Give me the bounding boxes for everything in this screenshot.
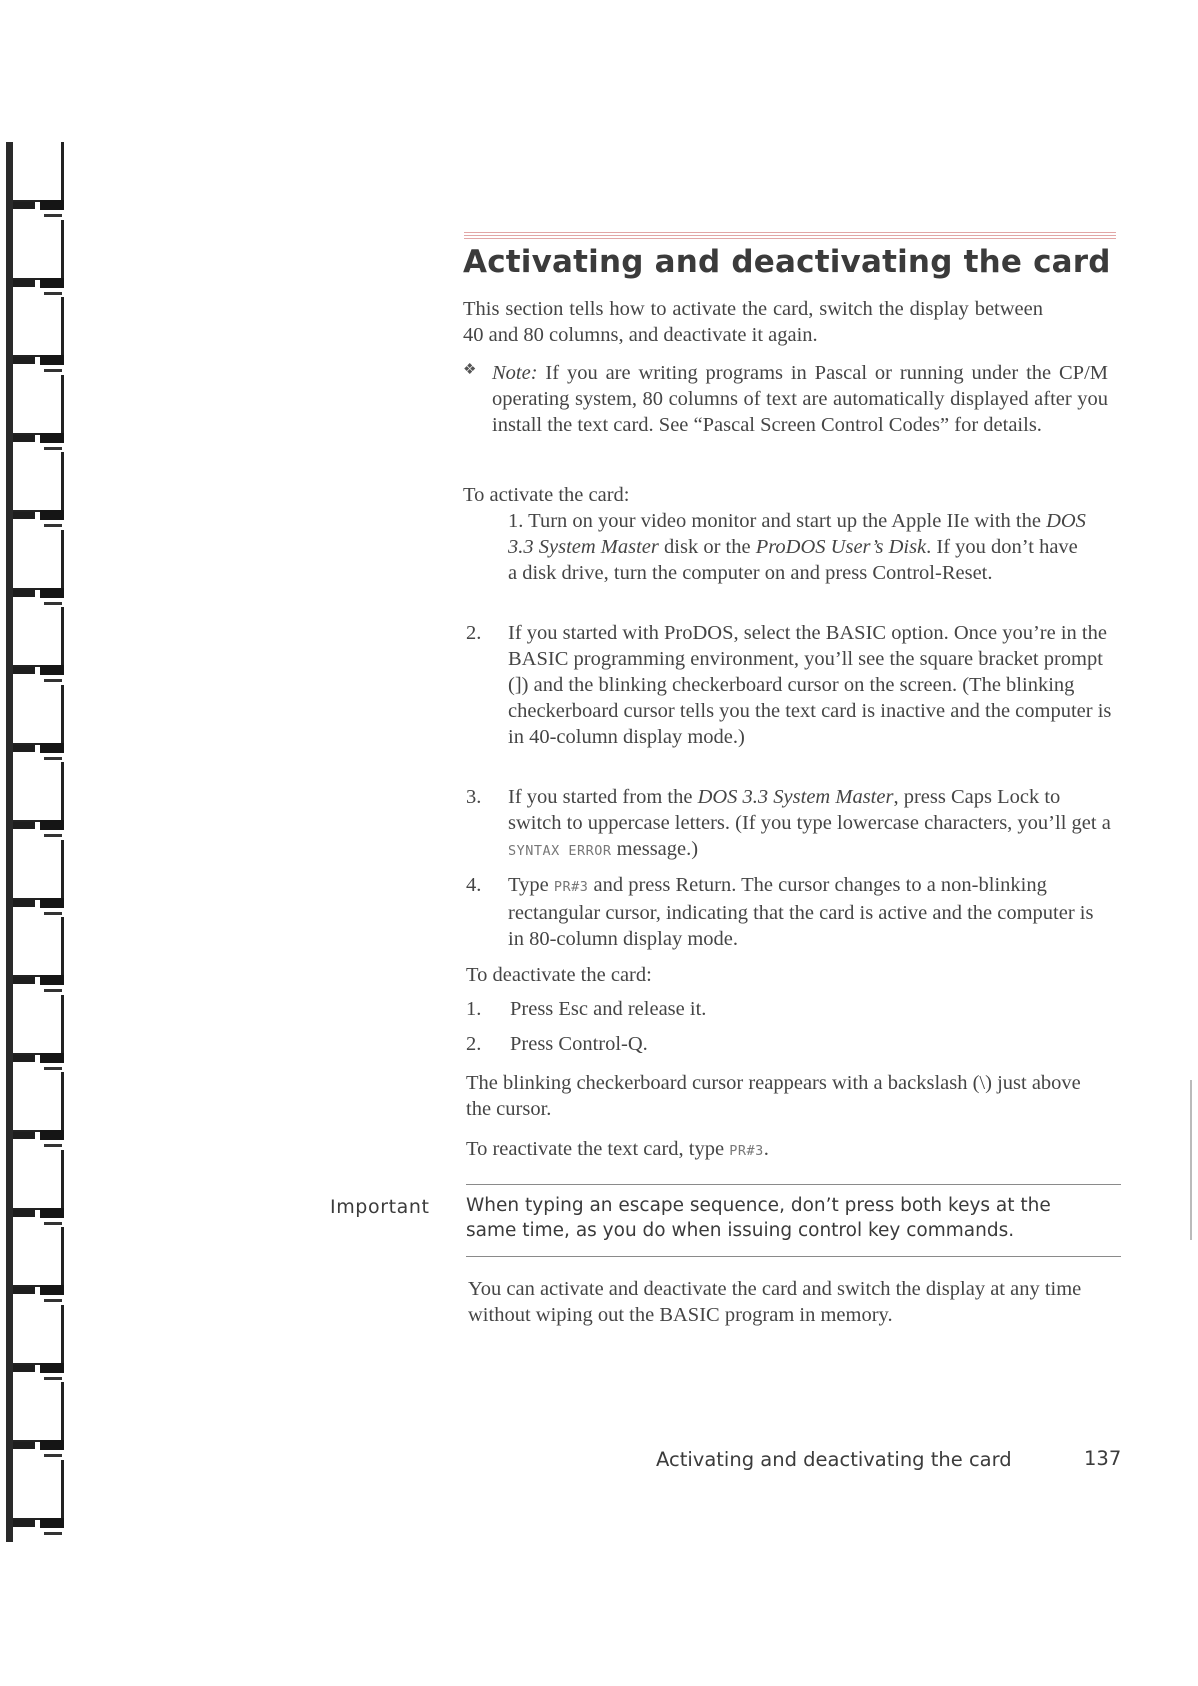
intro-paragraph: This section tells how to activate the card, switch the display between 40 and 80 columns, and deactivate it again. [463, 298, 1043, 346]
step-number: 2. [466, 1033, 482, 1055]
binding-ring [6, 840, 68, 918]
activate-step-2: If you started with ProDOS, select the BASIC option. Once you’re in the BASIC programming environment, you’ll see the square bracket prompt (]) and the blinking checkerboard cursor on the screen. (The blinking checkerboard cursor tells you the text card is inactive and the computer is in 40-column display mode.) [508, 622, 1112, 748]
step-text: . If you don’t have a disk drive, turn the computer on and press Control-Reset. [508, 536, 1078, 584]
binding-ring [6, 685, 68, 763]
binding-ring [6, 1382, 68, 1460]
important-label: Important [330, 1196, 430, 1218]
binding-ring [6, 607, 68, 685]
step-text: disk or the [658, 536, 756, 558]
activate-step-3 [508, 784, 1118, 864]
step-number: 1. [508, 510, 524, 532]
binding-ring [6, 297, 68, 375]
reactivate-paragraph [466, 1136, 769, 1164]
activate-step-4 [508, 872, 1098, 952]
binding-ring [6, 995, 68, 1073]
step-number: 3. [466, 786, 482, 808]
binding-ring [6, 375, 68, 453]
closing-paragraph: You can activate and deactivate the card and switch the display at any time without wiping out the BASIC program in memory. [468, 1278, 1082, 1326]
disk-title: DOS 3.3 System Master [697, 786, 894, 808]
pr3-code: PR#3 [729, 1143, 764, 1159]
important-bottom-rule [466, 1256, 1121, 1257]
step-text: If you started from the [508, 786, 698, 808]
disk-title: DOS 3.3 System Master [508, 510, 1086, 558]
reactivate-text: . [763, 1138, 769, 1160]
spiral-binding [6, 142, 68, 1542]
disk-title: ProDOS User’s Disk [755, 536, 927, 558]
binding-ring [6, 530, 68, 608]
step-number: 4. [466, 874, 482, 896]
pr3-code: PR#3 [553, 879, 589, 895]
binding-ring [6, 917, 68, 995]
activate-step-1 [508, 508, 1088, 586]
binding-ring [6, 1072, 68, 1150]
binding-ring [6, 452, 68, 530]
binding-ring [6, 142, 68, 220]
binding-ring [6, 1305, 68, 1383]
backslash-paragraph: The blinking checkerboard cursor reappears with a backslash (\) just above the cursor. [466, 1072, 1081, 1120]
important-text: When typing an escape sequence, don’t press both keys at the same time, as you do when issuing control key commands. [466, 1195, 1051, 1241]
activate-lead: To activate the card: [463, 484, 630, 506]
step-text: and press Return. The cursor changes to a non-blinking rectangular cursor, indicating that the card is active and the computer is in 80-column display mode. [508, 874, 1094, 950]
important-top-rule [466, 1184, 1121, 1185]
deactivate-lead: To deactivate the card: [466, 964, 652, 986]
note-bullet-icon: ❖ [463, 362, 477, 378]
reactivate-text: To reactivate the text card, type [466, 1138, 730, 1160]
note-label: Note: [492, 362, 538, 384]
deactivate-step-1: Press Esc and release it. [510, 998, 707, 1020]
step-text: Turn on your video monitor and start up the Apple IIe with the [528, 510, 1047, 532]
step-text: Type [508, 874, 554, 896]
binding-ring [6, 1150, 68, 1228]
footer-title: Activating and deactivating the card [656, 1448, 1012, 1471]
step-text: message.) [611, 838, 699, 860]
deactivate-step-2: Press Control-Q. [510, 1033, 648, 1055]
binding-ring [6, 1460, 68, 1538]
binding-ring [6, 220, 68, 298]
syntax-error-code: SYNTAX ERROR [508, 843, 612, 859]
step-number: 1. [466, 998, 482, 1020]
step-number: 2. [466, 622, 482, 644]
section-heading: Activating and deactivating the card [463, 244, 1111, 280]
note-text: If you are writing programs in Pascal or running under the CP/M operating system, 80 columns of text are automatically displayed after you install the text card. See “Pascal Screen Control Codes” for details. [492, 362, 1108, 436]
binding-ring [6, 1227, 68, 1305]
page-edge-line [1190, 1080, 1192, 1240]
heading-rule [464, 232, 1116, 244]
step-text: , press Caps Lock to switch to uppercase letters. (If you type lowercase characters, you’ll get a [508, 786, 1111, 834]
page-number: 137 [1084, 1447, 1122, 1470]
note-paragraph [492, 360, 1108, 438]
binding-ring [6, 762, 68, 840]
